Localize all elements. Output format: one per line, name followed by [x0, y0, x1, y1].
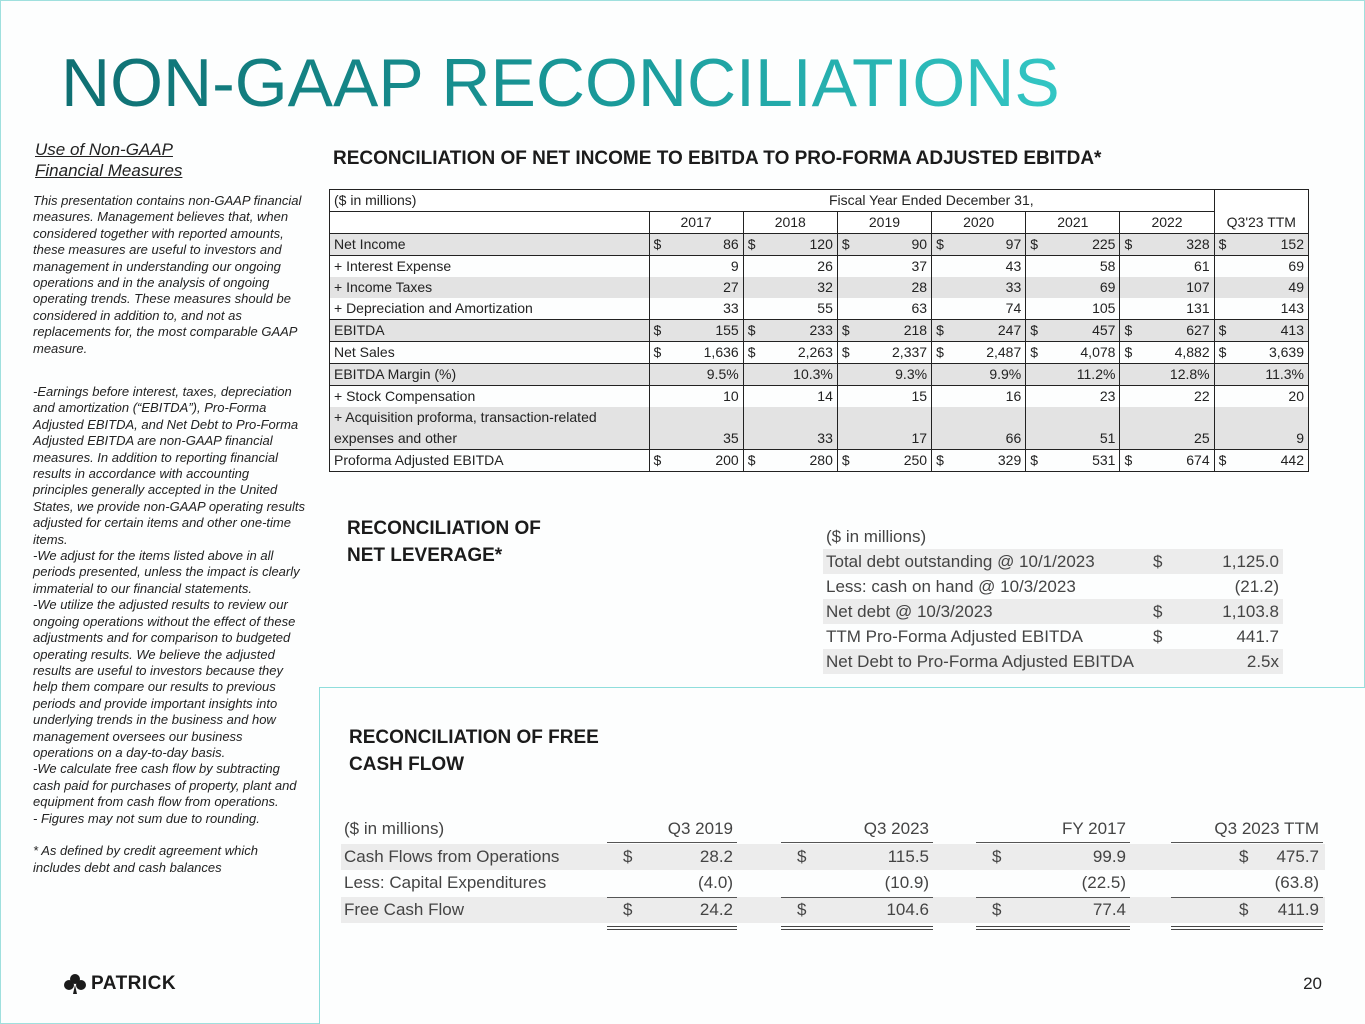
fcf-dollar-sign: $ [797, 900, 807, 919]
fcf-total-double-underline [781, 926, 933, 930]
cell-value: 200 [669, 450, 743, 472]
fcf-total-double-underline [1171, 926, 1323, 930]
dollar-sign: $ [1214, 320, 1234, 342]
fcf-dollar-sign: $ [623, 847, 633, 866]
cell-value: 9 [1235, 407, 1309, 450]
leverage-row-label: TTM Pro-Forma Adjusted EBITDA [826, 627, 1083, 646]
sidebar-paragraph-intro: This presentation contains non-GAAP financial measures. Management believes that, when considered together with reported amounts, these measures are useful to investors and management in understanding our ongoing operations and in the analysis of ongoing operating trends. These measures should be considered in addition to, and not as replacements for, the most comparable GAAP measure. [33, 193, 302, 356]
period-header: Fiscal Year Ended December 31, [649, 190, 1214, 212]
cell-value: 15 [911, 388, 928, 405]
cell-value: 4,882 [1140, 342, 1214, 364]
cell-value: 33 [764, 407, 838, 450]
row-label: + Interest Expense [330, 256, 650, 278]
dollar-sign [837, 364, 857, 386]
cell-value: 9.9% [952, 364, 1026, 386]
dollar-sign: $ [1120, 234, 1140, 256]
row-label: EBITDA Margin (%) [330, 364, 650, 386]
dollar-sign [649, 386, 669, 408]
cell-value: 105 [1092, 300, 1116, 317]
dollar-sign: $ [837, 320, 857, 342]
cell-value: 531 [1046, 450, 1120, 472]
leverage-dollar-sign [1153, 574, 1179, 599]
fcf-value: 115.5 [887, 847, 929, 866]
cell-value: 233 [764, 320, 838, 342]
leverage-section-heading: RECONCILIATION OF NET LEVERAGE* [347, 518, 541, 566]
table-row [330, 298, 1309, 320]
leverage-value: 1,103.8 [1222, 602, 1279, 621]
table-row [330, 407, 1309, 450]
fcf-value: 24.2 [699, 900, 733, 919]
cell-value: 43 [1005, 258, 1022, 274]
cell-value: 9.5% [669, 364, 743, 386]
ebitda-reconciliation-table [329, 189, 1309, 472]
table-header-row [330, 190, 1309, 212]
dollar-sign: $ [743, 320, 763, 342]
cell-value: 74 [1005, 300, 1022, 317]
fcf-header-underline [1171, 842, 1323, 843]
leverage-dollar-sign: $ [1153, 552, 1163, 571]
dollar-sign [1214, 277, 1234, 298]
cell-value: 2,487 [952, 342, 1026, 364]
leverage-row [823, 574, 1283, 599]
dollar-sign: $ [837, 450, 857, 472]
cell-value: 155 [669, 320, 743, 342]
cell-value: 674 [1140, 450, 1214, 472]
dollar-sign: $ [649, 320, 669, 342]
cell-value: 16 [1005, 388, 1022, 405]
dollar-sign [743, 386, 763, 408]
cell-value: 328 [1140, 234, 1214, 256]
row-label: + Acquisition proforma, transaction-related expenses and other [330, 407, 650, 450]
dollar-sign [932, 277, 952, 298]
leverage-row [823, 549, 1283, 574]
dollar-sign: $ [649, 342, 669, 364]
cell-value: 23 [1099, 388, 1116, 405]
dollar-sign [1026, 256, 1046, 278]
year-header: 2018 [743, 212, 837, 234]
dollar-sign: $ [1214, 450, 1234, 472]
table-row [330, 320, 1309, 342]
cell-value: 442 [1235, 450, 1309, 472]
dollar-sign [837, 298, 857, 320]
year-header: 2022 [1120, 212, 1214, 234]
leverage-units: ($ in millions) [826, 527, 927, 546]
row-label: + Income Taxes [330, 277, 650, 298]
cell-value: 107 [1140, 277, 1214, 298]
year-header-blank [330, 212, 650, 234]
dollar-sign: $ [1026, 342, 1046, 364]
dollar-sign [837, 256, 857, 278]
dollar-sign: $ [837, 234, 857, 256]
cell-value: 120 [764, 234, 838, 256]
fcf-value: (10.9) [884, 873, 929, 892]
table-row [330, 386, 1309, 408]
cell-value: 131 [1186, 300, 1210, 317]
dollar-sign [932, 407, 952, 450]
dollar-sign: $ [1120, 450, 1140, 472]
leverage-row-label: Less: cash on hand @ 10/3/2023 [826, 577, 1076, 596]
cell-value: 3,639 [1235, 342, 1309, 364]
cell-value: 11.3% [1235, 364, 1309, 386]
cell-value: 218 [858, 320, 932, 342]
dollar-sign: $ [837, 342, 857, 364]
fcf-value: 104.6 [886, 900, 929, 919]
page-number: 20 [1303, 974, 1322, 993]
cell-value: 247 [952, 320, 1026, 342]
cell-value: 14 [817, 388, 833, 405]
fcf-row-label: Cash Flows from Operations [344, 847, 560, 866]
dollar-sign [743, 277, 763, 298]
logo-text: PATRICK [91, 973, 177, 994]
cell-value: 250 [858, 450, 932, 472]
fcf-row-label: Less: Capital Expenditures [344, 873, 547, 892]
fcf-subtotal-underline [607, 897, 737, 898]
fcf-dollar-sign: $ [797, 847, 807, 866]
fcf-value: 475.7 [1276, 847, 1319, 866]
cell-value: 55 [817, 300, 833, 317]
dollar-sign: $ [1214, 342, 1234, 364]
dollar-sign [649, 256, 669, 278]
dollar-sign [649, 277, 669, 298]
cell-value: 66 [952, 407, 1026, 450]
leverage-row-label: Net Debt to Pro-Forma Adjusted EBITDA [826, 652, 1135, 671]
cell-value: 17 [858, 407, 932, 450]
table-row [330, 277, 1309, 298]
cell-value: 280 [764, 450, 838, 472]
dollar-sign [932, 364, 952, 386]
cell-value: 329 [952, 450, 1026, 472]
fcf-subtotal-underline [781, 897, 933, 898]
dollar-sign [1120, 256, 1140, 278]
fcf-column-header: Q3 2019 [667, 819, 733, 838]
leverage-value: 1,125.0 [1222, 552, 1279, 571]
dollar-sign: $ [1026, 234, 1046, 256]
dollar-sign: $ [932, 450, 952, 472]
cell-value: 28 [858, 277, 932, 298]
dollar-sign [743, 364, 763, 386]
fcf-dollar-sign: $ [992, 900, 1002, 919]
leverage-row [823, 649, 1283, 674]
cell-value: 33 [952, 277, 1026, 298]
dollar-sign: $ [1120, 320, 1140, 342]
dollar-sign [1120, 364, 1140, 386]
dollar-sign: $ [1026, 450, 1046, 472]
dollar-sign [1120, 386, 1140, 408]
row-label: + Depreciation and Amortization [330, 298, 650, 320]
dollar-sign [1026, 298, 1046, 320]
fcf-dollar-sign: $ [1239, 900, 1249, 919]
dollar-sign [1120, 407, 1140, 450]
leverage-dollar-sign: $ [1153, 602, 1163, 621]
cell-value: 11.2% [1046, 364, 1120, 386]
cell-value: 9 [730, 258, 739, 274]
cell-value: 2,263 [764, 342, 838, 364]
row-label: Net Sales [330, 342, 650, 364]
cell-value: 26 [817, 258, 833, 274]
fcf-header-underline [607, 842, 737, 843]
cell-value: 69 [1046, 277, 1120, 298]
dollar-sign: $ [743, 342, 763, 364]
dollar-sign [837, 407, 857, 450]
patrick-logo [63, 973, 176, 995]
leverage-row [823, 599, 1283, 624]
dollar-sign [649, 364, 669, 386]
dollar-sign [649, 298, 669, 320]
leverage-row-label: Total debt outstanding @ 10/1/2023 [826, 552, 1095, 571]
leverage-units-row [823, 524, 1283, 549]
shamrock-icon [63, 973, 87, 995]
dollar-sign: $ [1026, 320, 1046, 342]
cell-value: 152 [1235, 234, 1309, 256]
table-row [330, 364, 1309, 386]
fcf-value: (4.0) [698, 873, 733, 892]
dollar-sign: $ [649, 234, 669, 256]
cell-value: 90 [858, 234, 932, 256]
cell-value: 9.3% [858, 364, 932, 386]
year-header: 2021 [1026, 212, 1120, 234]
cell-value: 25 [1140, 407, 1214, 450]
dollar-sign [1026, 277, 1046, 298]
cell-value: 69 [1235, 256, 1309, 278]
dollar-sign: $ [932, 342, 952, 364]
cell-value: 37 [911, 258, 928, 274]
fcf-value: 99.9 [1092, 847, 1126, 866]
table-row [330, 234, 1309, 256]
dollar-sign [1214, 364, 1234, 386]
cell-value: 12.8% [1140, 364, 1214, 386]
cell-value: 32 [764, 277, 838, 298]
fcf-section-heading: RECONCILIATION OF FREE CASH FLOW [349, 727, 599, 775]
fcf-total-double-underline [607, 926, 737, 930]
cell-value: 63 [911, 300, 928, 317]
cell-value: 10 [723, 388, 739, 405]
dollar-sign [932, 298, 952, 320]
cell-value: 225 [1046, 234, 1120, 256]
fcf-subtotal-underline [976, 897, 1130, 898]
year-header: 2020 [932, 212, 1026, 234]
dollar-sign [837, 386, 857, 408]
cell-value: 457 [1046, 320, 1120, 342]
fcf-column-header: FY 2017 [1062, 819, 1126, 838]
dollar-sign [1026, 386, 1046, 408]
fcf-subtotal-underline [1171, 897, 1323, 898]
dollar-sign: $ [743, 450, 763, 472]
dollar-sign [743, 256, 763, 278]
page-title: NON-GAAP RECONCILIATIONS [61, 45, 1060, 121]
fcf-dollar-sign: $ [623, 900, 633, 919]
fcf-value: (22.5) [1081, 873, 1126, 892]
leverage-row [823, 624, 1283, 649]
cell-value: 51 [1046, 407, 1120, 450]
cell-value: 413 [1235, 320, 1309, 342]
year-header: 2019 [837, 212, 931, 234]
cell-value: 4,078 [1046, 342, 1120, 364]
cell-value: 86 [669, 234, 743, 256]
cell-value: 10.3% [764, 364, 838, 386]
cell-value: 97 [952, 234, 1026, 256]
leverage-value: 2.5x [1246, 652, 1279, 671]
dollar-sign [1120, 298, 1140, 320]
fcf-column-header: Q3 2023 [863, 819, 929, 838]
dollar-sign: $ [743, 234, 763, 256]
row-label: Net Income [330, 234, 650, 256]
cell-value: 33 [723, 300, 739, 317]
fcf-value: (63.8) [1274, 873, 1319, 892]
fcf-header-underline [781, 842, 933, 843]
cell-value: 20 [1235, 386, 1309, 408]
table-row [330, 342, 1309, 364]
row-label: + Stock Compensation [330, 386, 650, 408]
cell-value: 2,337 [858, 342, 932, 364]
fcf-value: 28.2 [699, 847, 733, 866]
dollar-sign [837, 277, 857, 298]
cell-value: 627 [1140, 320, 1214, 342]
year-header: 2017 [649, 212, 743, 234]
cell-value: 27 [669, 277, 743, 298]
dollar-sign: $ [932, 234, 952, 256]
cell-value: 35 [669, 407, 743, 450]
dollar-sign [1026, 364, 1046, 386]
leverage-dollar-sign: $ [1153, 627, 1163, 646]
cell-value: 1,636 [669, 342, 743, 364]
fcf-dollar-sign: $ [1239, 847, 1249, 866]
dollar-sign [1120, 277, 1140, 298]
fcf-units: ($ in millions) [344, 819, 445, 838]
sidebar-paragraph-details: -Earnings before interest, taxes, depreciation and amortization (“EBITDA”), Pro-Forma Adjusted EBITDA, and Net Debt to Pro-Forma Adjusted EBITDA are non-GAAP financial measures. In addition to reporting financial results in accordance with accounting principles generally accepted in the United States, we provide non-GAAP operating results adjusted for certain items and other one-time items. -We adjust for the items listed above in all periods presented, unless the impact is clearly immaterial to our financial statements. -We utilize the adjusted results to review our ongoing operations without the effect of these adjustments and for comparison to budgeted operating results. We believe the adjusted results are useful to investors because they help them compare our results to previous periods and provide important insights into underlying trends in the business and how management oversees our business operations on a day-to-day basis. -We calculate free cash flow by subtracting cash paid for purchases of property, plant and equipment from cash flow from operations. - Figures may not sum due to rounding. * As defined by credit agreement which includes debt and cash balances [33, 384, 305, 875]
dollar-sign [1026, 407, 1046, 450]
dollar-sign [1214, 407, 1234, 450]
leverage-table [823, 524, 1283, 674]
table-row [330, 256, 1309, 278]
fcf-value: 411.9 [1277, 900, 1319, 919]
dollar-sign: $ [649, 450, 669, 472]
dollar-sign [932, 386, 952, 408]
units-label: ($ in millions) [330, 190, 650, 212]
fcf-row-label: Free Cash Flow [344, 900, 464, 919]
fcf-value: 77.4 [1092, 900, 1126, 919]
cell-value: 58 [1099, 258, 1116, 274]
leverage-value: 441.7 [1236, 627, 1279, 646]
dollar-sign [649, 407, 669, 450]
row-label: EBITDA [330, 320, 650, 342]
dollar-sign [1214, 256, 1234, 278]
table-row [330, 450, 1309, 472]
leverage-dollar-sign [1153, 649, 1179, 674]
fcf-column-header: Q3 2023 TTM [1214, 819, 1319, 838]
dollar-sign: $ [1120, 342, 1140, 364]
leverage-value: (21.2) [1234, 577, 1279, 596]
dollar-sign [743, 407, 763, 450]
cell-value: 61 [1194, 258, 1210, 274]
ttm-header: Q3'23 TTM [1214, 190, 1308, 234]
ebitda-section-heading: RECONCILIATION OF NET INCOME TO EBITDA TO PRO-FORMA ADJUSTED EBITDA* [333, 148, 1102, 169]
year-header-row [330, 212, 1309, 234]
dollar-sign: $ [932, 320, 952, 342]
dollar-sign [743, 298, 763, 320]
fcf-dollar-sign: $ [992, 847, 1002, 866]
sidebar-heading: Use of Non-GAAP Financial Measures [35, 140, 183, 180]
dollar-sign [1214, 386, 1234, 408]
cell-value: 22 [1194, 388, 1210, 405]
fcf-total-double-underline [976, 926, 1130, 930]
fcf-header-underline [976, 842, 1130, 843]
dollar-sign: $ [1214, 234, 1234, 256]
leverage-row-label: Net debt @ 10/3/2023 [826, 602, 993, 621]
dollar-sign [1214, 298, 1234, 320]
row-label: Proforma Adjusted EBITDA [330, 450, 650, 472]
cell-value: 143 [1235, 298, 1309, 320]
cell-value: 49 [1235, 277, 1309, 298]
dollar-sign [932, 256, 952, 278]
